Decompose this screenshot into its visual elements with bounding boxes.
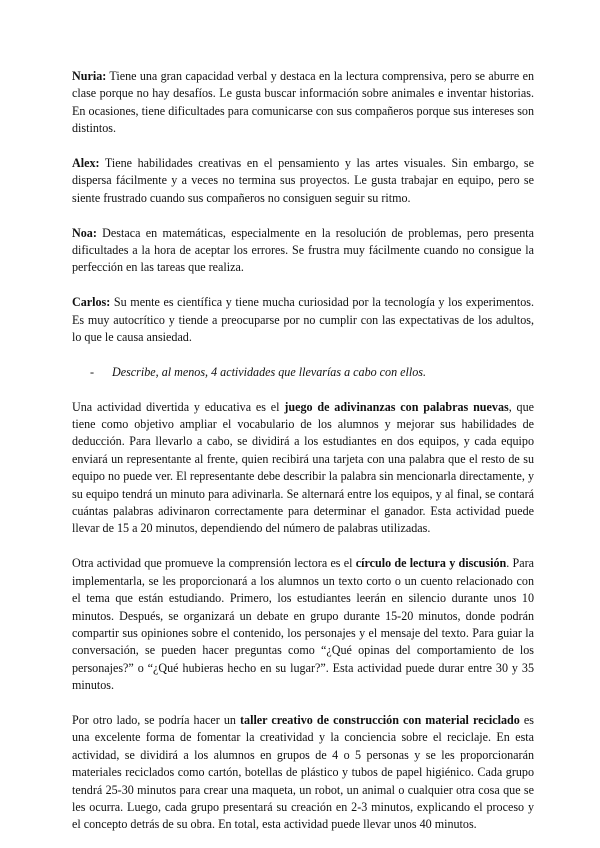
- list-dash: -: [90, 364, 95, 379]
- activity-intro: Por otro lado, se podría hacer un: [72, 712, 241, 727]
- activity-title: juego de adivinanzas con palabras nuevas: [284, 399, 509, 414]
- student-description: Destaca en matemáticas, especialmente en la resolución de problemas, pero presenta dificultades a la hora de aceptar los errores. Se frustra muy fácilmente cuando no consigue la perfección en las tareas que realiza.: [72, 225, 534, 275]
- question-text: Describe, al menos, 4 actividades que llevarías a cabo con ellos.: [112, 364, 427, 379]
- student-name: Nuria:: [72, 69, 107, 83]
- student-profile-carlos: [72, 294, 534, 346]
- student-description: Tiene una gran capacidad verbal y destaca en la lectura comprensiva, pero se aburre en clase porque no hay desafíos. Le gusta buscar información sobre animales e inventar historias. En ocasiones, tiene dificultades para comunicarse con sus compañeros porque sus intereses son distintos.: [72, 69, 534, 136]
- student-description: Su mente es científica y tiene mucha curiosidad por la tecnología y los experimentos. Es muy autocrítico y tiende a preocuparse por no cumplir con las expectativas de los adultos, lo que le causa ansiedad.: [72, 295, 534, 345]
- activity-body: es una excelente forma de fomentar la creatividad y la conciencia sobre el reciclaje. En esta actividad, se dividirá a los alumnos en grupos de 4 o 5 personas y se les proporcionarán materiales reciclados como cartón, botellas de plástico y tubos de papel higiénico. Cada grupo tendrá 25-30 minutos para crear una maqueta, un robot, un animal o cualquier otra cosa que se les ocurra. Luego, cada grupo presentará su creación en 2-3 minutos, explicando el proceso y el concepto detrás de su obra. En total, esta actividad puede llevar unos 40 minutos.: [72, 712, 534, 832]
- activity-paragraph-reading-circle: [72, 555, 534, 694]
- activity-body: , que tiene como objetivo ampliar el vocabulario de los alumnos y mejorar sus habilidades de deducción. Para llevarlo a cabo, se dividirá a los estudiantes en dos equipos, y cada equipo enviará un representante al frente, quien recibirá una tarjeta con una palabra que el resto de su equipo no puede ver. El representante debe describir la palabra sin mencionarla directamente, y su equipo tendrá un minuto para adivinarla. Se alternará entre los equipos, y al final, se contará cuántas palabras adivinaron correctamente para determinar el ganador. Esta actividad puede llevar de 15 a 20 minutos, dependiendo del número de palabras utilizadas.: [72, 399, 535, 536]
- activity-intro: Una actividad divertida y educativa es el: [72, 399, 285, 414]
- activity-paragraph-recycling-workshop: [72, 712, 534, 834]
- activity-title: taller creativo de construcción con material reciclado: [240, 712, 520, 727]
- student-profile-alex: [72, 155, 534, 207]
- student-name: Noa:: [72, 225, 97, 240]
- student-description: Tiene habilidades creativas en el pensamiento y las artes visuales. Sin embargo, se dispersa fácilmente y a veces no termina sus proyectos. Le gusta trabajar en equipo, pero se siente frustrado cuando sus compañeros no consiguen seguir su ritmo.: [72, 156, 534, 205]
- question-item: [90, 364, 534, 381]
- activity-paragraph-riddles: [72, 399, 534, 538]
- activity-title: círculo de lectura y discusión: [355, 556, 507, 571]
- student-name: Carlos:: [72, 295, 111, 310]
- student-profile-noa: [72, 225, 534, 277]
- activity-body: . Para implementarla, se les proporcionará a los alumnos un texto corto o un cuento relacionado con el tema que están estudiando. Primero, los estudiantes leerán en silencio durante unos 10 minutos. Después, se organizará un debate en grupo durante 15-20 minutos, donde podrán compartir sus opiniones sobre el contenido, los personajes y el mensaje del texto. Para guiar la conversación, se pueden hacer preguntas como “¿Qué opinas del comportamiento de los personajes?” o “¿Qué hubieras hecho en su lugar?”. Esta actividad puede durar entre 30 y 35 minutos.: [72, 556, 534, 693]
- activity-intro: Otra actividad que promueve la comprensión lectora es el: [72, 556, 356, 571]
- student-profile-nuria: [72, 68, 534, 138]
- student-name: Alex:: [72, 156, 100, 171]
